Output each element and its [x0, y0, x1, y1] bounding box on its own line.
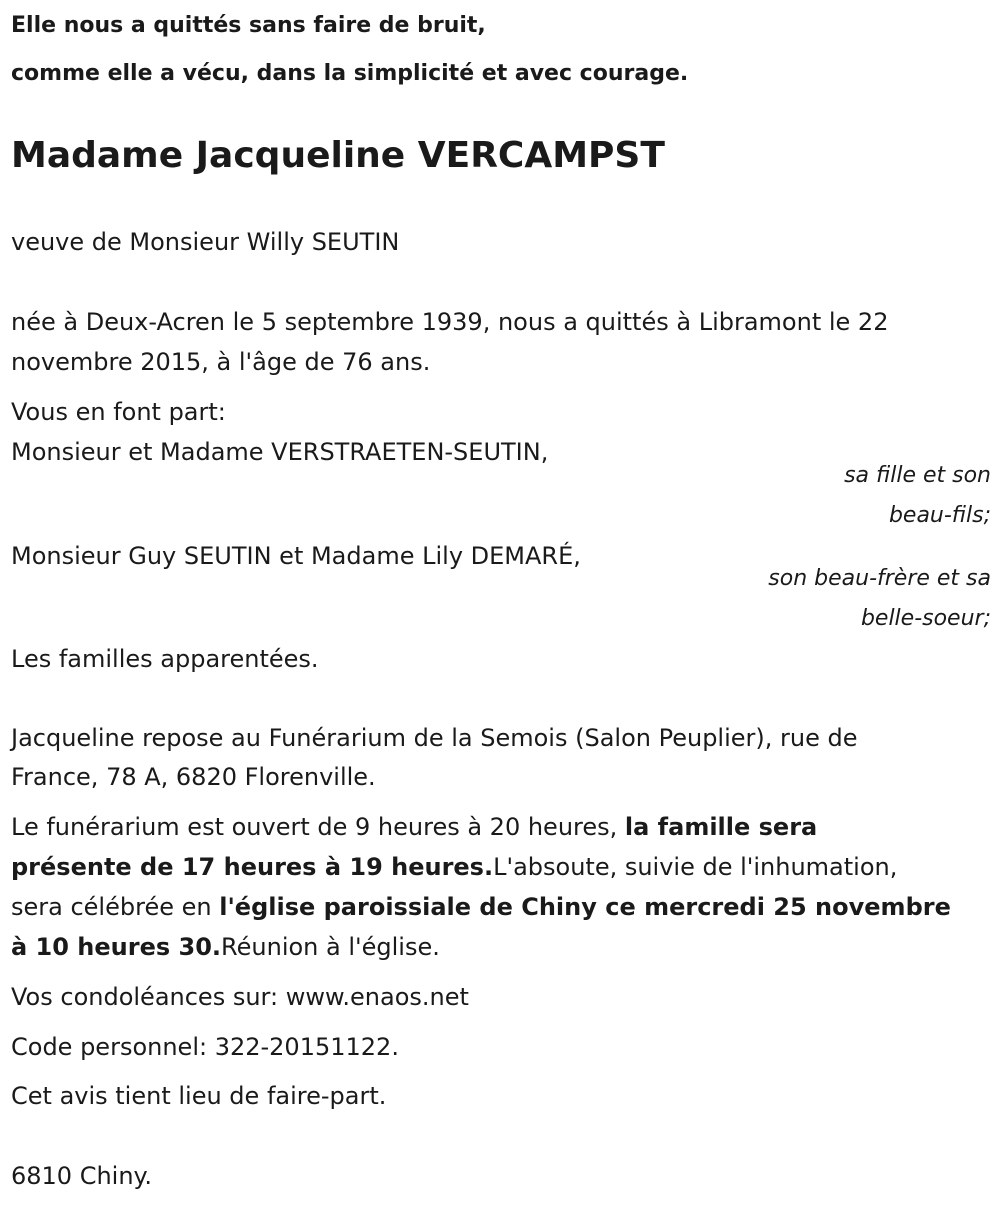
- epigraph-line-2: comme elle a vécu, dans la simplicité et avec courage.: [11, 61, 689, 86]
- condolences: Vos condoléances sur: www.enaos.net: [11, 983, 469, 1011]
- notice-statement: Cet avis tient lieu de faire-part.: [11, 1082, 387, 1110]
- mourner-name: Monsieur Guy SEUTIN et Madame Lily DEMARÉ,: [11, 542, 581, 570]
- announcement-intro: Vous en font part:: [11, 398, 226, 426]
- mourner-name: Monsieur et Madame VERSTRAETEN-SEUTIN,: [11, 438, 549, 466]
- personal-code: Code personnel: 322-20151122.: [11, 1033, 399, 1061]
- mourner-relation: beau-fils;: [888, 503, 991, 528]
- visiting-emphasis: la famille sera: [624, 813, 818, 841]
- visiting-text: L'absoute, suivie de l'inhumation,: [493, 853, 898, 881]
- mourner-relation: belle-soeur;: [860, 606, 991, 631]
- widow-of: veuve de Monsieur Willy SEUTIN: [11, 228, 400, 256]
- mourner-relation: son beau-frère et sa: [768, 566, 991, 591]
- visiting-line-4: [11, 927, 440, 967]
- visiting-text: Réunion à l'église.: [221, 933, 440, 961]
- visiting-line-2: [11, 847, 897, 887]
- birth-death-line-2: novembre 2015, à l'âge de 76 ans.: [11, 348, 431, 376]
- visiting-text: sera célébrée en: [11, 893, 220, 921]
- visiting-emphasis: présente de 17 heures à 19 heures.: [11, 853, 494, 881]
- repose-line-2: France, 78 A, 6820 Florenville.: [11, 763, 376, 791]
- visiting-emphasis: à 10 heures 30.: [11, 933, 222, 961]
- related-families: Les familles apparentées.: [11, 645, 319, 673]
- repose-line-1: Jacqueline repose au Funérarium de la Semois (Salon Peuplier), rue de: [11, 724, 858, 752]
- address: 6810 Chiny.: [11, 1162, 152, 1190]
- mourner-relation: sa fille et son: [844, 463, 991, 488]
- visiting-line-1: [11, 807, 817, 847]
- deceased-name: Madame Jacqueline VERCAMPST: [11, 135, 665, 176]
- epigraph-line-1: Elle nous a quittés sans faire de bruit,: [11, 13, 486, 38]
- visiting-line-3: [11, 887, 951, 927]
- visiting-text: Le funérarium est ouvert de 9 heures à 20 heures,: [11, 813, 625, 841]
- birth-death-line-1: née à Deux-Acren le 5 septembre 1939, nous a quittés à Libramont le 22: [11, 308, 889, 336]
- visiting-emphasis: l'église paroissiale de Chiny ce mercredi 25 novembre: [219, 893, 951, 921]
